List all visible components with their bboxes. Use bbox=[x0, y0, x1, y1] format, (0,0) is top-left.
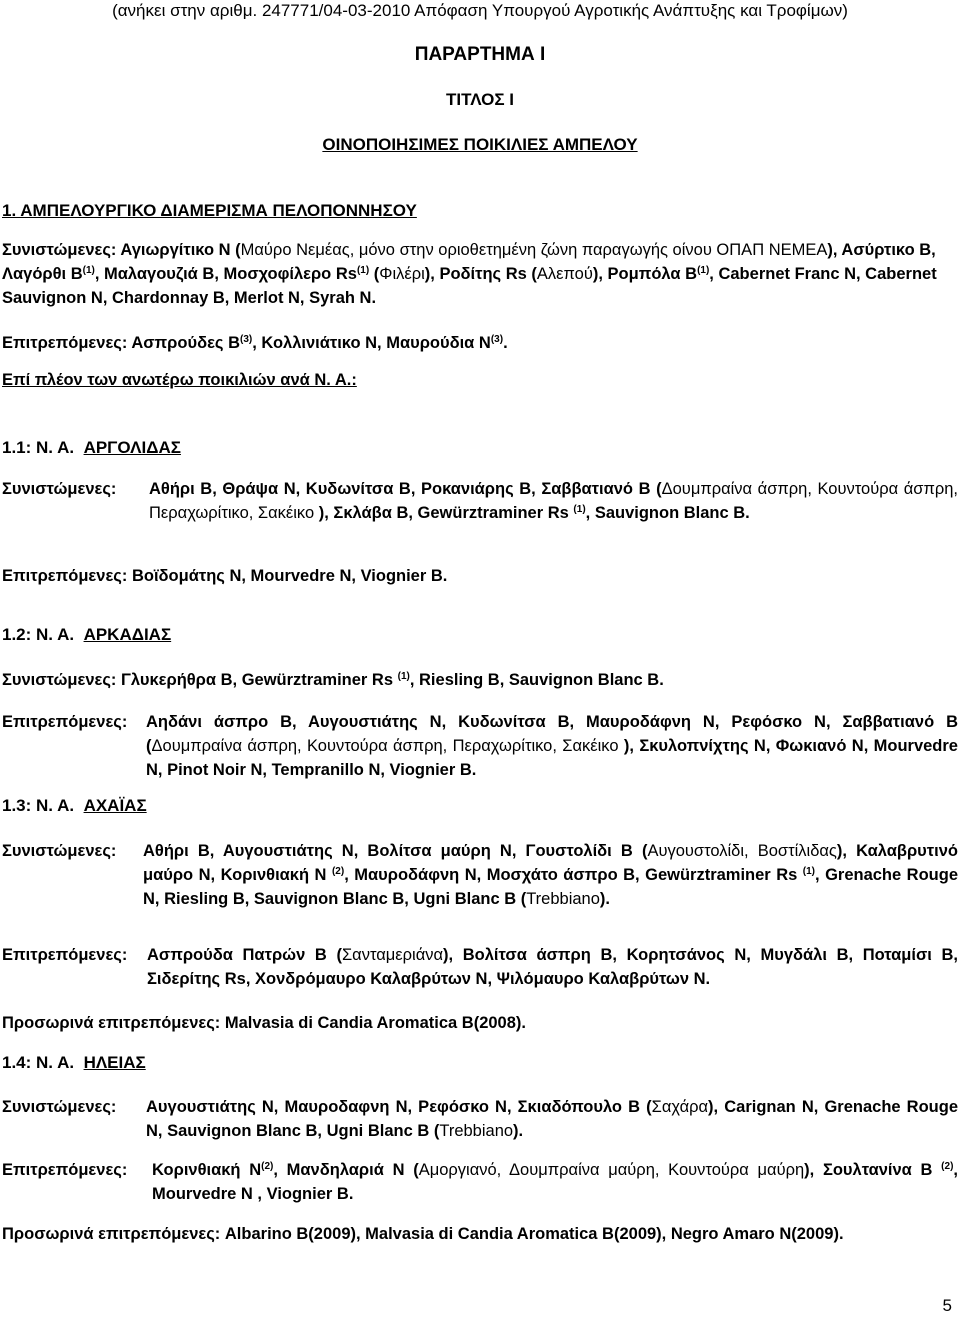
subject-title: ΟΙΝΟΠΟΙΗΣΙΜΕΣ ΠΟΙΚΙΛΙΕΣ ΑΜΠΕΛΟΥ bbox=[322, 135, 638, 154]
subsection-number: 1.3: Ν. Α. bbox=[2, 796, 75, 815]
varieties-text: Γλυκερήθρα Β, Gewürztraminer Rs bbox=[121, 671, 394, 689]
synonyms-text: Δουμπραίνα άσπρη, Κουντούρα άσπρη, Περαχωρίτικο, Σακέικο bbox=[151, 737, 619, 755]
varieties-text: Βοϊδομάτης Ν, Mourvedre N, Viognier B. bbox=[131, 567, 448, 585]
recommended-label: Συνιστώμενες: bbox=[2, 671, 117, 689]
varieties-text: ( bbox=[369, 265, 380, 283]
varieties-text: Αγιωργίτικο Ν ( bbox=[120, 241, 241, 259]
part-title: ΤΙΤΛΟΣ Ι bbox=[446, 90, 514, 109]
permitted-label: Επιτρεπόμενες: bbox=[2, 1161, 128, 1179]
permitted-label: Επιτρεπόμενες: bbox=[2, 713, 128, 731]
varieties-text: , Μαυροδάφνη Ν, Μοσχάτο άσπρο Β, Gewürztraminer Rs bbox=[344, 866, 798, 884]
temporary-label: Προσωρινά επιτρεπόμενες: bbox=[2, 1014, 221, 1032]
varieties-text: . bbox=[503, 334, 508, 352]
subsection-1-4-permitted bbox=[2, 1158, 958, 1206]
subsection-1-3-recommended bbox=[2, 839, 958, 911]
recommended-body bbox=[143, 839, 958, 911]
footnote-ref: (2) bbox=[261, 1161, 274, 1172]
synonyms-text: Trebbiano bbox=[439, 1122, 514, 1140]
footnote-ref: (2) bbox=[331, 866, 345, 877]
varieties-text: ). bbox=[599, 890, 610, 908]
footnote-ref: (2) bbox=[941, 1161, 954, 1172]
varieties-text: ), Καλαβρυτινό μαύρο Ν, Κορινθιακή Ν bbox=[143, 842, 958, 884]
varieties-text: ), Σκλάβα Β, Gewürztraminer Rs bbox=[314, 504, 569, 522]
varieties-text: Αθήρι Β, Θράψα Ν, Κυδωνίτσα Β, Ροκανιάρης Β, Σαββατιανό Β ( bbox=[149, 480, 662, 498]
subsection-number: 1.1: Ν. Α. bbox=[2, 438, 75, 457]
synonyms-text: Φιλέρι bbox=[379, 265, 425, 283]
synonyms-text: Αμοργιανό, Δουμπραίνα μαύρη, Κουντούρα μαύρη bbox=[418, 1161, 805, 1179]
varieties-text: Κορινθιακή Ν bbox=[152, 1161, 262, 1179]
varieties-text: , Riesling B, Sauvignon Blanc B. bbox=[409, 671, 664, 689]
recommended-body bbox=[149, 477, 958, 525]
permitted-label: Επιτρεπόμενες: bbox=[2, 946, 128, 964]
subsection-number: 1.4: Ν. Α. bbox=[2, 1053, 75, 1072]
subsection-1-1-permitted bbox=[2, 564, 958, 588]
varieties-text: ), Ασύρτικο Β, Λαγόρθι Β bbox=[2, 241, 936, 283]
varieties-text: Αυγουστιάτης Ν, Μαυροδαφνη Ν, Ρεφόσκο Ν, Σκιαδόπουλο Β ( bbox=[146, 1098, 652, 1116]
varieties-text: Albarino B(2009), Malvasia di Candia Aromatica B(2009), Negro Amaro N(2009). bbox=[224, 1225, 844, 1243]
permitted-body bbox=[152, 1158, 958, 1206]
footnote-ref: (1) bbox=[82, 265, 95, 276]
recommended-body bbox=[146, 1095, 958, 1143]
varieties-text: ), Σκυλοπνίχτης Ν, Φωκιανό Ν, Mourvedre N, Pinot Noir N, Tempranillo N, Viognier B. bbox=[146, 737, 958, 779]
recommended-label: Συνιστώμενες: bbox=[2, 842, 117, 860]
footnote-ref: (1) bbox=[697, 265, 710, 276]
section-1-permitted bbox=[2, 331, 958, 355]
footnote-ref: (1) bbox=[802, 866, 816, 877]
permitted-label: Επιτρεπόμενες: bbox=[2, 334, 128, 352]
footnote-ref: (1) bbox=[573, 504, 586, 515]
subsection-1-3-heading bbox=[2, 796, 147, 816]
section-1-recommended bbox=[2, 238, 958, 310]
synonyms-text: Σαχάρα bbox=[651, 1098, 709, 1116]
permitted-body bbox=[147, 943, 958, 991]
varieties-text: , Μανδηλαριά Ν ( bbox=[273, 1161, 419, 1179]
varieties-text: , Grenache Rouge N, Riesling B, Sauvignon Blanc B, Ugni Blanc B ( bbox=[143, 866, 958, 908]
varieties-text: Malvasia di Candia Aromatica B(2008). bbox=[224, 1014, 526, 1032]
varieties-text: ). bbox=[513, 1122, 524, 1140]
section-1-heading: 1. ΑΜΠΕΛΟΥΡΓΙΚΟ ΔΙΑΜΕΡΙΣΜΑ ΠΕΛΟΠΟΝΝΗΣΟΥ bbox=[2, 201, 417, 220]
subsection-1-2-recommended bbox=[2, 668, 958, 692]
subsection-1-1-heading bbox=[2, 438, 181, 458]
permitted-body bbox=[146, 710, 958, 782]
subsection-1-1-recommended bbox=[2, 477, 958, 525]
varieties-text: ), Ρομπόλα Β bbox=[592, 265, 698, 283]
recommended-label: Συνιστώμενες: bbox=[2, 241, 117, 259]
varieties-text: , Cabernet Franc N, Cabernet Sauvignon N, Chardonnay B, Merlot N, Syrah N. bbox=[2, 265, 937, 307]
varieties-text: Αηδάνι άσπρο Β, Αυγουστιάτης Ν, Κυδωνίτσα Β, Μαυροδάφνη Ν, Ρεφόσκο Ν, Σαββατιανό Β ( bbox=[146, 713, 958, 755]
page-number: 5 bbox=[942, 1296, 952, 1315]
varieties-text: ), Ροδίτης Rs ( bbox=[424, 265, 537, 283]
recommended-label: Συνιστώμενες: bbox=[2, 1098, 117, 1116]
footnote-ref: (3) bbox=[240, 334, 253, 345]
footnote-ref: (3) bbox=[490, 334, 504, 345]
subsection-name: ΑΡΓΟΛΙΔΑΣ bbox=[83, 438, 181, 457]
synonyms-text: Δουμπραίνα άσπρη, Κουντούρα άσπρη, Περαχωρίτικο, Σακέικο bbox=[149, 480, 959, 522]
synonyms-text: Μαύρο Νεμέας, μόνο στην οριοθετημένη ζώνη παραγωγής οίνου ΟΠΑΠ ΝΕΜΕΑ bbox=[240, 241, 828, 259]
varieties-text: , Mourvedre N , Viognier B. bbox=[152, 1161, 958, 1203]
subsection-1-4-heading bbox=[2, 1053, 146, 1073]
synonyms-text: Trebbiano bbox=[526, 890, 600, 908]
header-note: (ανήκει στην αριθμ. 247771/04-03-2010 Απόφαση Υπουργού Αγροτικής Ανάπτυξης και Τροφίμων) bbox=[112, 1, 848, 20]
subsection-name: ΑΧΑΪΑΣ bbox=[83, 796, 147, 815]
varieties-text: , Κολλινιάτικο Ν, Μαυρούδια Ν bbox=[252, 334, 491, 352]
varieties-text: , Sauvignon Blanc B. bbox=[585, 504, 750, 522]
subsection-name: ΗΛΕΙΑΣ bbox=[83, 1053, 146, 1072]
recommended-label: Συνιστώμενες: bbox=[2, 480, 117, 498]
varieties-text: Ασπρούδες Β bbox=[131, 334, 240, 352]
varieties-text: ), Carignan N, Grenache Rouge N, Sauvignon Blanc B, Ugni Blanc B ( bbox=[146, 1098, 959, 1140]
varieties-text: , Μαλαγουζιά Β, Μοσχοφίλερο Rs bbox=[94, 265, 357, 283]
annex-title: ΠΑΡΑΡΤΗΜΑ Ι bbox=[414, 44, 546, 65]
subsection-1-2-permitted bbox=[2, 710, 958, 782]
footnote-ref: (1) bbox=[397, 671, 410, 682]
varieties-text: ), Βολίτσα άσπρη Β, Κορητσάνος Ν, Μυγδάλι Β, Ποταμίσι Β, Σιδερίτης Rs, Χονδρόμαυρο Καλαβρύτων Ν, Ψιλόμαυρο Καλαβρύτων Ν. bbox=[147, 946, 958, 988]
varieties-text: Ασπρούδα Πατρών Β ( bbox=[147, 946, 342, 964]
subsection-1-3-permitted bbox=[2, 943, 958, 991]
synonyms-text: Σανταμεριάνα bbox=[341, 946, 444, 964]
subsection-1-4-recommended bbox=[2, 1095, 958, 1143]
varieties-text: Αθήρι Β, Αυγουστιάτης Ν, Βολίτσα μαύρη Ν, Γουστολίδι Β ( bbox=[143, 842, 648, 860]
synonyms-text: Αυγουστολίδι, Βοστίλιδας bbox=[647, 842, 837, 860]
synonyms-text: Αλεπού bbox=[536, 265, 593, 283]
extra-note: Επί πλέον των ανωτέρω ποικιλιών ανά Ν. Α.: bbox=[2, 371, 357, 389]
temporary-label: Προσωρινά επιτρεπόμενες: bbox=[2, 1225, 221, 1243]
subsection-1-4-temporary bbox=[2, 1222, 958, 1246]
varieties-text: ), Σουλτανίνα Β bbox=[804, 1161, 933, 1179]
subsection-name: ΑΡΚΑΔΙΑΣ bbox=[83, 625, 172, 644]
footnote-ref: (1) bbox=[356, 265, 370, 276]
subsection-number: 1.2: Ν. Α. bbox=[2, 625, 75, 644]
permitted-label: Επιτρεπόμενες: bbox=[2, 567, 128, 585]
subsection-1-3-temporary bbox=[2, 1011, 958, 1035]
subsection-1-2-heading bbox=[2, 625, 171, 645]
